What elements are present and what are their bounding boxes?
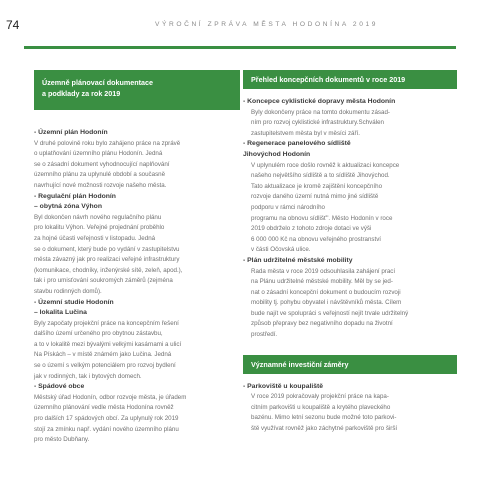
- subsection-heading: - Koncepce cyklistické dopravy města Hodonín: [243, 98, 396, 105]
- body-line: stojí za zmínku např. vydání nového územního plánu: [34, 425, 179, 433]
- subsection-heading: - Územní plán Hodonín: [34, 129, 108, 136]
- body-line: tak i pro umisťování soukromých záměrů (zejména: [34, 277, 173, 285]
- body-line: pro město Dubňany.: [34, 436, 90, 444]
- subsection-heading: – obytná zóna Výhon: [34, 203, 102, 211]
- section-box-line-2: a podklady za rok 2019: [42, 89, 121, 98]
- body-line: Byly dokončeny práce na tomto dokumentu zásad-: [251, 108, 390, 116]
- subsection-heading: Jihovýchod Hodonín: [243, 150, 311, 158]
- subsection-heading: - Parkoviště u koupaliště: [243, 382, 324, 390]
- body-line: Tato aktualizace je kromě zajištění koncepčního: [251, 182, 383, 190]
- body-line: územního plánování vedle města Hodonína rovněž: [34, 404, 174, 412]
- section-gap: [243, 341, 457, 355]
- body-line: nat o zásadní koncepční dokument o budoucím rozvoji: [251, 288, 401, 296]
- body-line: bude najít ve spolupráci s veřejností nejít trvale udržitelný: [251, 309, 409, 317]
- section-box-planning: [34, 70, 240, 110]
- body-line: V roce 2019 pokračovaly projekční práce na kapa-: [251, 393, 389, 401]
- body-line: způsob přepravy bez negativního dopadu na životní: [251, 320, 393, 328]
- right-text-blocks-1: [243, 97, 457, 341]
- body-line: zastupitelstvem města byl v měsíci září.: [251, 129, 361, 137]
- right-column: [243, 70, 457, 435]
- subsection-heading: - Spádové obce: [34, 383, 85, 391]
- body-line: stavbu rodinných domů).: [34, 287, 102, 295]
- body-line: se o zásadní dokument vyhodnocující naplňování: [34, 160, 170, 168]
- body-line: jak v rodinných, tak i bytových domech.: [34, 372, 142, 380]
- body-line: pro dalších 17 spádových obcí. Za uplynulý rok 2019: [34, 415, 179, 423]
- body-line: Na Pískách – v místě známém jako Lučina. Jedná: [34, 351, 172, 359]
- body-line: o uplatňování územního plánu Hodonín. Jedná: [34, 150, 163, 158]
- left-text-blocks: [34, 128, 240, 446]
- body-line: se o dokument, který bude po vydání v zastupitelstvu: [34, 245, 180, 253]
- body-line: rozvoje daného území nutná mimo jiné sídliště: [251, 193, 379, 201]
- body-line: Byly započaty projekční práce na koncepčním řešení: [34, 319, 179, 327]
- body-line: ště využívat rovněž jako záchytné parkoviště pro širší: [251, 425, 398, 433]
- body-line: a to v lokalitě mezi bývalými velkými kasárnami a ulicí: [34, 340, 182, 348]
- body-line: Rada města v roce 2019 odsouhlasila zahájení prací: [251, 267, 396, 275]
- body-line: za hojné účasti veřejnosti v listopadu. Jedná: [34, 234, 156, 242]
- body-line: bazénu. Mimo letní sezonu bude možné toto parkovi-: [251, 414, 397, 422]
- running-head: VÝROČNÍ ZPRÁVA MĚSTA HODONÍNA 2019: [155, 21, 378, 28]
- subsection-heading: - Regenerace panelového sídliště: [243, 140, 351, 148]
- body-line: prostředí.: [251, 331, 278, 339]
- subsection-heading: - Územní studie Hodonín: [34, 298, 114, 306]
- body-line: se o území s velkým potenciálem pro rozvoj bydlení: [34, 362, 176, 370]
- body-line: Byl dokončen návrh nového regulačního plánu: [34, 213, 162, 221]
- body-line: v části Očovská ulice.: [251, 246, 311, 254]
- body-line: územního plánu za uplynulé období a současně: [34, 171, 166, 179]
- section-box-line-1: Územně plánovací dokumentace: [42, 78, 154, 87]
- body-line: podporu v rámci národního: [251, 203, 325, 211]
- subsection-heading: – lokalita Lučina: [34, 309, 87, 317]
- section-box-concepts: Přehled koncepčních dokumentů v roce 2019: [243, 70, 457, 89]
- body-line: V druhé polovině roku bylo zahájeno práce na zprávě: [34, 139, 181, 147]
- body-line: na Plánu udržitelné městské mobility. Měl by se jed-: [251, 278, 393, 286]
- body-line: V uplynulém roce došlo rovněž k aktualizaci koncepce: [251, 161, 400, 169]
- body-line: dalšího území určeného pro obytnou zástavbu,: [34, 330, 163, 338]
- body-line: programu na obnovu sídlišť". Město Hodonín v roce: [251, 214, 393, 222]
- left-column: [34, 70, 240, 446]
- body-line: ním pro rozvoj cyklistické infrastruktury.Schválen: [251, 119, 384, 127]
- body-line: Městský úřad Hodonín, odbor rozvoje města, je úřadem: [34, 393, 187, 401]
- body-line: 2019 obdrželo z tohoto zdroje dotaci ve výši: [251, 225, 372, 233]
- body-line: mobility tj. pohybu obyvatel i návštěvníků města. Cílem: [251, 299, 402, 307]
- body-line: našeho největšího sídliště a to sídliště Jihovýchod.: [251, 172, 390, 180]
- subsection-heading: - Plán udržitelné městské mobility: [243, 256, 353, 264]
- right-text-blocks-2: [243, 382, 457, 435]
- subsection-heading: - Regulační plán Hodonín: [34, 192, 116, 200]
- body-line: města závazný jak pro realizaci veřejné infrastruktury: [34, 256, 180, 264]
- body-line: pro lokalitu Výhon. Veřejné projednání proběhlo: [34, 224, 165, 232]
- header-rule: [24, 46, 456, 49]
- body-line: (komunikace, chodníky, inženýrské sítě, zeleň, apod.),: [34, 266, 183, 274]
- page-number: 74: [6, 18, 20, 32]
- body-line: 6 000 000 Kč na obnovu veřejného prostranství: [251, 235, 382, 243]
- section-box-investments: Významné investiční záměry: [243, 355, 457, 374]
- body-line: navrhující nové možnosti rozvoje našeho města.: [34, 181, 167, 189]
- body-line: citním parkovišti u koupaliště a krytého plaveckého: [251, 403, 391, 411]
